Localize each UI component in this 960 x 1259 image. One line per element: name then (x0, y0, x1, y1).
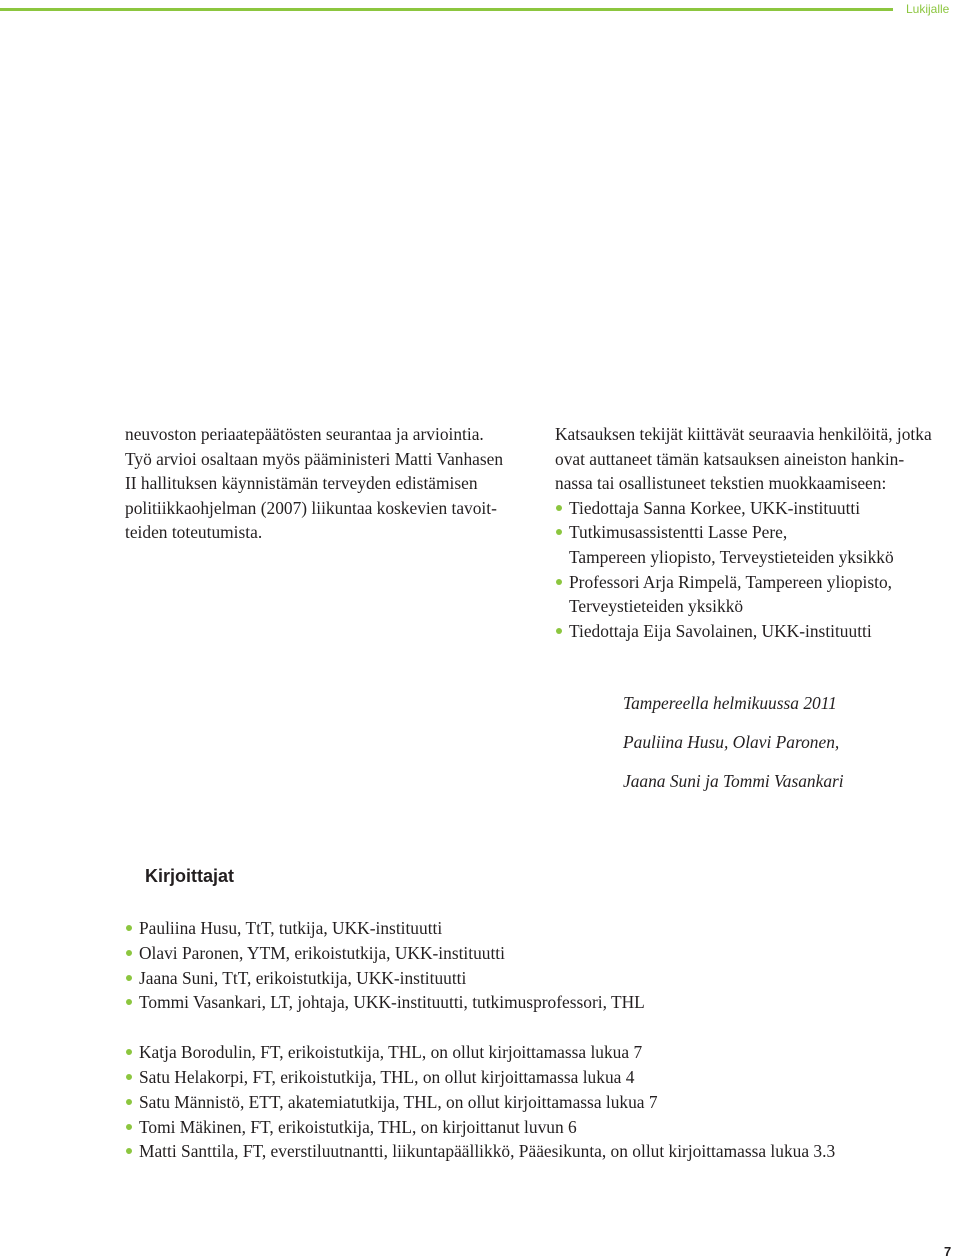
text-line: Työ arvioi osaltaan myös pääministeri Matti Vanhasen (125, 448, 504, 469)
text-line: teiden toteutumista. (125, 522, 263, 543)
bullet-icon (126, 1148, 132, 1154)
author-entry: Jaana Suni, TtT, erikoistutkija, UKK-instituutti (139, 967, 467, 988)
list-item-line: Tampereen yliopisto, Terveystieteiden yksikkö (569, 546, 894, 567)
signoff-names: Jaana Suni ja Tommi Vasankari (623, 771, 844, 791)
list-item (125, 916, 925, 941)
list-item (125, 1040, 925, 1065)
contributors-list (125, 1040, 925, 1164)
list-item-line: Tutkimusassistentti Lasse Pere, (569, 522, 788, 543)
list-item (555, 496, 955, 521)
list-item-line: Tiedottaja Sanna Korkee, UKK-instituutti (569, 497, 861, 518)
page-number: 7 (944, 1244, 952, 1259)
bullet-icon (556, 579, 562, 585)
list-item (555, 570, 955, 619)
text-line: politiikkaohjelman (2007) liikuntaa koskevien tavoit- (125, 497, 497, 518)
left-column-text (125, 422, 535, 545)
bullet-icon (126, 1099, 132, 1105)
list-item-line: Terveystieteiden yksikkö (569, 596, 744, 617)
signoff-place-date: Tampereella helmikuussa 2011 (623, 693, 837, 713)
text-line: ovat auttaneet tämän katsauksen aineiston hankin- (555, 448, 905, 469)
bullet-icon (556, 628, 562, 634)
signoff (623, 684, 844, 801)
thanks-list (555, 496, 955, 644)
header-rule (0, 8, 893, 11)
bullet-icon (126, 950, 132, 956)
authors-heading: Kirjoittajat (145, 866, 235, 886)
list-item-line: Professori Arja Rimpelä, Tampereen yliopisto, (569, 571, 893, 592)
main-authors-list (125, 916, 925, 1015)
list-item (555, 619, 955, 644)
bullet-icon (126, 999, 132, 1005)
list-item (555, 520, 955, 569)
author-entry: Olavi Paronen, YTM, erikoistutkija, UKK-instituutti (139, 942, 505, 963)
contributor-entry: Satu Männistö, ETT, akatemiatutkija, THL, on ollut kirjoittamassa lukua 7 (139, 1091, 658, 1112)
list-item (125, 990, 925, 1015)
bullet-icon (556, 505, 562, 511)
section-label: Lukijalle (906, 2, 950, 16)
text-line: Katsauksen tekijät kiittävät seuraavia henkilöitä, jotka (555, 424, 932, 444)
bullet-icon (126, 1049, 132, 1055)
bullet-icon (126, 975, 132, 981)
list-item (125, 941, 925, 966)
acknowledgements (555, 422, 955, 643)
list-item (125, 966, 925, 991)
bullet-icon (126, 925, 132, 931)
author-entry: Tommi Vasankari, LT, johtaja, UKK-instituutti, tutkimusprofessori, THL (139, 992, 645, 1013)
contributor-entry: Katja Borodulin, FT, erikoistutkija, THL, on ollut kirjoittamassa lukua 7 (139, 1042, 643, 1063)
bullet-icon (126, 1074, 132, 1080)
contributor-entry: Satu Helakorpi, FT, erikoistutkija, THL, on ollut kirjoittamassa lukua 4 (139, 1066, 635, 1087)
authors-section (125, 916, 925, 1164)
contributor-entry: Tomi Mäkinen, FT, erikoistutkija, THL, on kirjoittanut luvun 6 (139, 1116, 577, 1137)
text-line: neuvoston periaatepäätösten seurantaa ja arviointia. (125, 424, 484, 444)
text-line: nassa tai osallistuneet tekstien muokkaamiseen: (555, 473, 887, 494)
list-item (125, 1115, 925, 1140)
list-item (125, 1065, 925, 1090)
author-entry: Pauliina Husu, TtT, tutkija, UKK-instituutti (139, 918, 443, 938)
signoff-names: Pauliina Husu, Olavi Paronen, (623, 732, 840, 752)
bullet-icon (556, 529, 562, 535)
list-item (125, 1090, 925, 1115)
contributor-entry: Matti Santtila, FT, everstiluutnantti, liikuntapäällikkö, Pääesikunta, on ollut kirjoittamassa lukua 3.3 (139, 1141, 836, 1162)
list-item (125, 1139, 925, 1164)
bullet-icon (126, 1124, 132, 1130)
list-item-line: Tiedottaja Eija Savolainen, UKK-instituutti (569, 620, 872, 641)
text-line: II hallituksen käynnistämän terveyden edistämisen (125, 473, 478, 494)
